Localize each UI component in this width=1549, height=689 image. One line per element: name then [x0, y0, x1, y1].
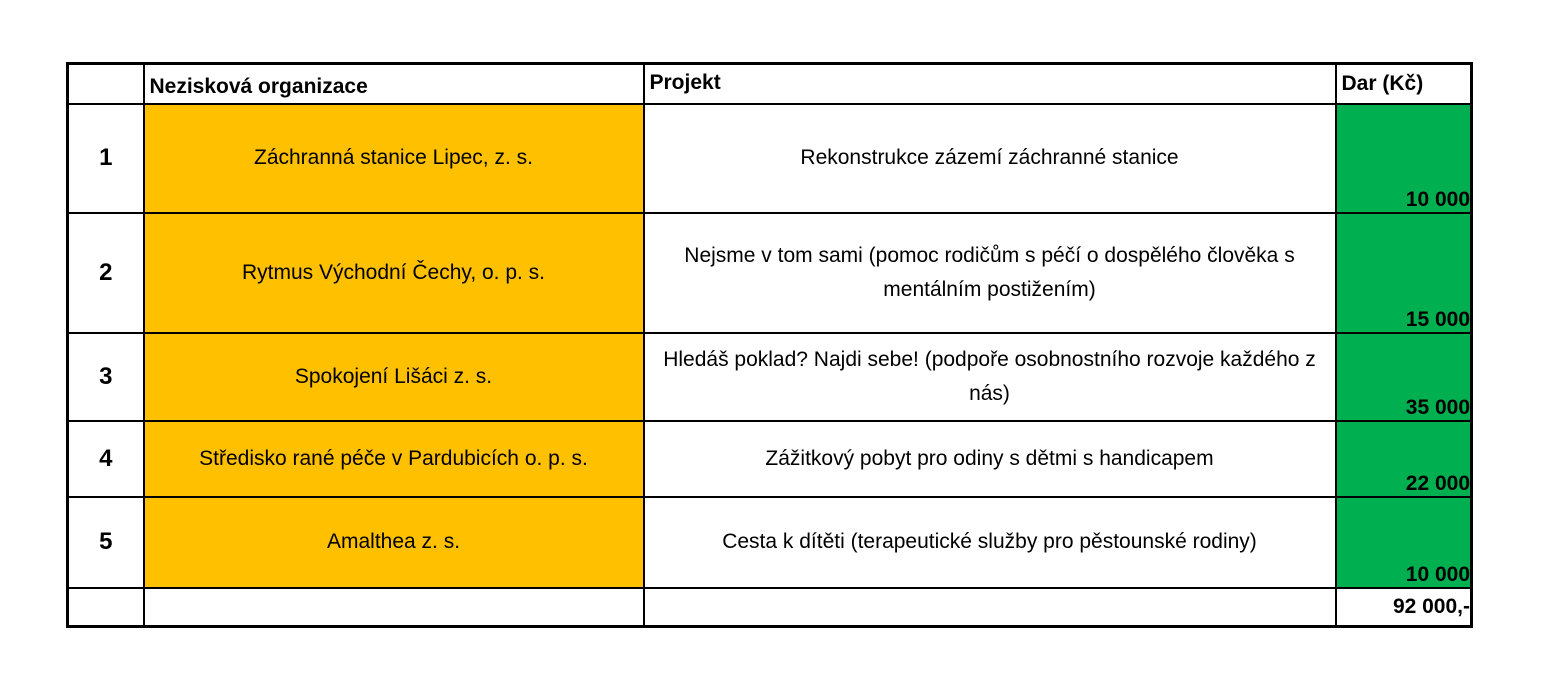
organization-cell: Rytmus Východní Čechy, o. p. s. — [144, 213, 644, 333]
table-row — [68, 497, 1472, 588]
organization-cell: Záchranná stanice Lipec, z. s. — [144, 104, 644, 213]
header-amount: Dar (Kč) — [1336, 64, 1472, 104]
total-empty-cell — [68, 588, 144, 627]
total-empty-cell — [144, 588, 644, 627]
organization-cell: Středisko rané péče v Pardubicích o. p. s. — [144, 421, 644, 497]
table-row — [68, 213, 1472, 333]
header-row — [68, 64, 1472, 104]
organization-cell: Amalthea z. s. — [144, 497, 644, 588]
amount-cell: 15 000 — [1336, 213, 1472, 333]
total-row — [68, 588, 1472, 627]
table-row — [68, 104, 1472, 213]
organization-cell: Spokojení Lišáci z. s. — [144, 333, 644, 421]
project-cell: Nejsme v tom sami (pomoc rodičům s péčí o dospělého člověka s mentálním postižením) — [644, 213, 1336, 333]
header-number — [68, 64, 144, 104]
row-number: 1 — [68, 104, 144, 213]
project-cell: Hledáš poklad? Najdi sebe! (podpoře osobnostního rozvoje každého z nás) — [644, 333, 1336, 421]
header-project: Projekt — [644, 64, 1336, 104]
row-number: 3 — [68, 333, 144, 421]
row-number: 5 — [68, 497, 144, 588]
project-cell: Cesta k dítěti (terapeutické služby pro pěstounské rodiny) — [644, 497, 1336, 588]
table-row — [68, 421, 1472, 497]
total-empty-cell — [644, 588, 1336, 627]
amount-cell: 10 000 — [1336, 497, 1472, 588]
project-cell: Zážitkový pobyt pro odiny s dětmi s handicapem — [644, 421, 1336, 497]
grants-table — [66, 62, 1473, 628]
amount-cell: 22 000 — [1336, 421, 1472, 497]
amount-cell: 35 000 — [1336, 333, 1472, 421]
amount-cell: 10 000 — [1336, 104, 1472, 213]
table-row — [68, 333, 1472, 421]
total-amount: 92 000,- — [1336, 588, 1472, 627]
row-number: 4 — [68, 421, 144, 497]
header-organization: Nezisková organizace — [144, 64, 644, 104]
row-number: 2 — [68, 213, 144, 333]
project-cell: Rekonstrukce zázemí záchranné stanice — [644, 104, 1336, 213]
